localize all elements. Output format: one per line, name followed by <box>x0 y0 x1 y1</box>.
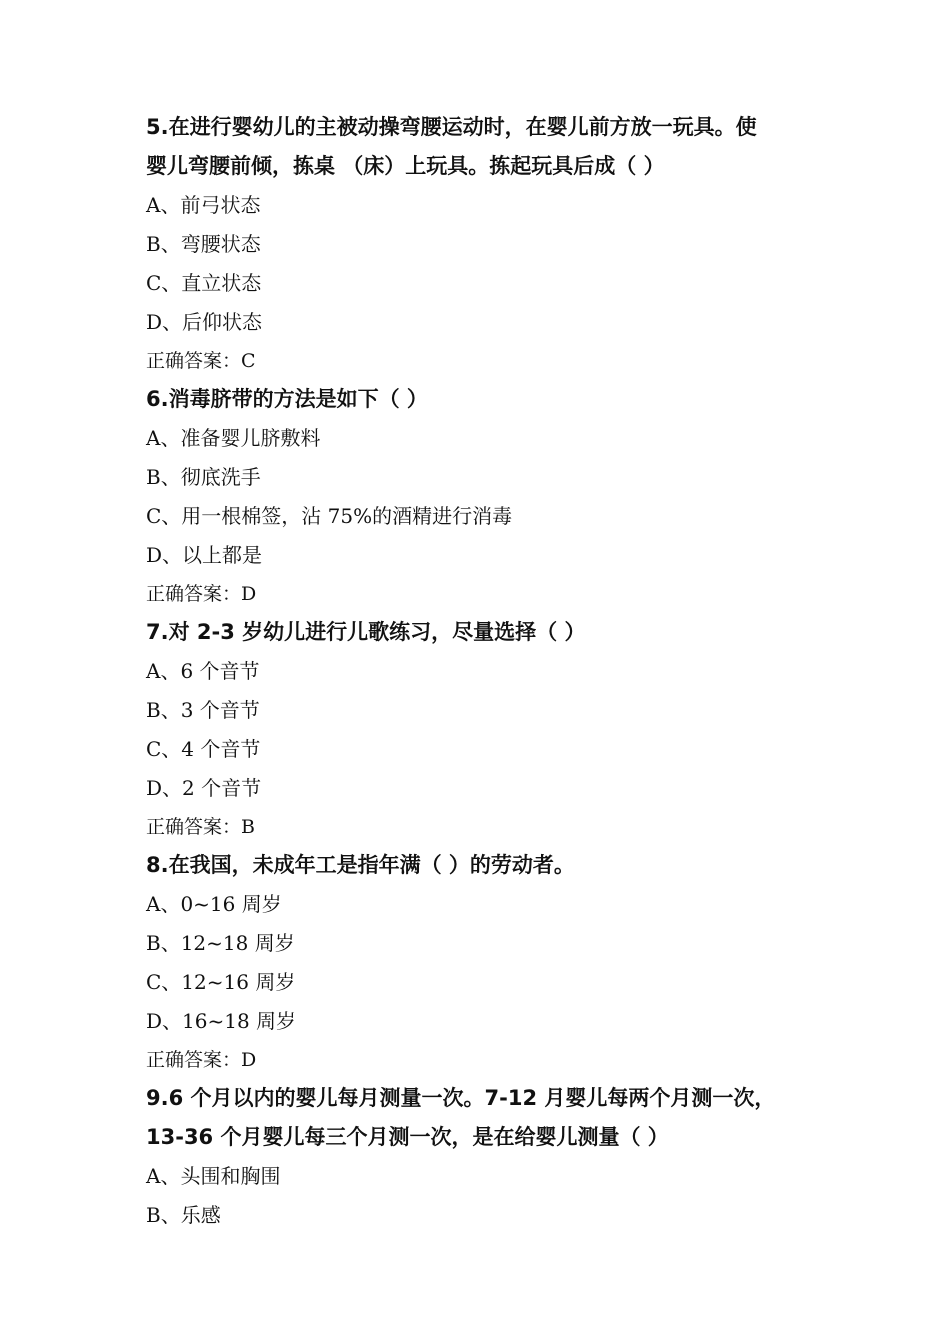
question-text-line: 7.对 2-3 岁幼儿进行儿歌练习，尽量选择（ ） <box>146 620 586 644</box>
option-a: A、准备婴儿脐敷料 <box>146 426 321 450</box>
question-9 <box>146 1079 826 1235</box>
correct-answer: 正确答案：D <box>146 583 257 605</box>
option-d: D、以上都是 <box>146 543 263 567</box>
option-c: C、4 个音节 <box>146 737 261 761</box>
option-d: D、后仰状态 <box>146 310 263 334</box>
question-text-line: 13-36 个月婴儿每三个月测一次，是在给婴儿测量（ ） <box>146 1125 669 1149</box>
option-b: B、12~18 周岁 <box>146 931 295 955</box>
option-b: B、弯腰状态 <box>146 232 261 256</box>
option-b: B、乐感 <box>146 1203 221 1227</box>
correct-answer: 正确答案：D <box>146 1049 257 1071</box>
question-list <box>146 108 826 1235</box>
question-6 <box>146 380 826 613</box>
option-c: C、12~16 周岁 <box>146 970 296 994</box>
option-c: C、直立状态 <box>146 271 262 295</box>
option-a: A、0~16 周岁 <box>146 892 282 916</box>
correct-answer: 正确答案：C <box>146 350 256 372</box>
question-text-line: 6.消毒脐带的方法是如下（ ） <box>146 387 428 411</box>
question-7 <box>146 613 826 846</box>
question-8 <box>146 846 826 1079</box>
question-text-line: 9.6 个月以内的婴儿每月测量一次。7-12 月婴儿每两个月测一次， <box>146 1086 776 1110</box>
question-5 <box>146 108 826 380</box>
correct-answer: 正确答案：B <box>146 816 255 838</box>
option-c: C、用一根棉签，沾 75%的酒精进行消毒 <box>146 504 513 528</box>
option-a: A、6 个音节 <box>146 659 260 683</box>
question-text-line: 5.在进行婴幼儿的主被动操弯腰运动时，在婴儿前方放一玩具。使 <box>146 115 757 139</box>
option-d: D、2 个音节 <box>146 776 262 800</box>
question-text-line: 婴儿弯腰前倾，拣桌 （床）上玩具。拣起玩具后成（ ） <box>146 154 665 178</box>
option-b: B、彻底洗手 <box>146 465 261 489</box>
option-a: A、前弓状态 <box>146 193 261 217</box>
option-b: B、3 个音节 <box>146 698 260 722</box>
option-d: D、16~18 周岁 <box>146 1009 297 1033</box>
question-text-line: 8.在我国，未成年工是指年满（ ）的劳动者。 <box>146 853 575 877</box>
option-a: A、头围和胸围 <box>146 1164 281 1188</box>
